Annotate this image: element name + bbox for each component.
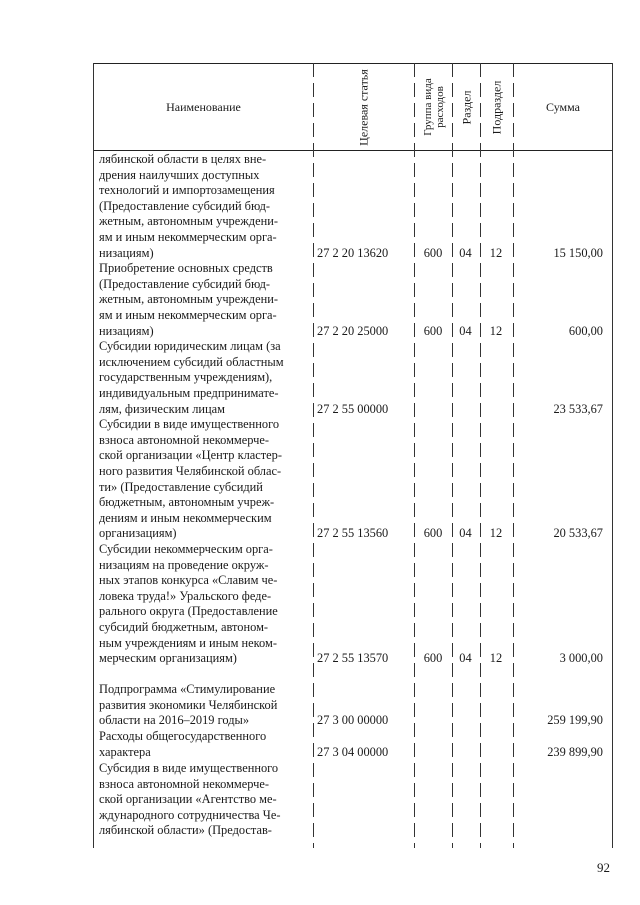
row-name-line: Субсидии юридическим лицам (за	[99, 339, 281, 354]
row-name-line: области на 2016–2019 годы»	[99, 713, 250, 728]
table-header-divider	[93, 150, 613, 151]
row-sum: 15 150,00	[553, 245, 603, 260]
row-group: 600	[423, 526, 443, 541]
row-name	[99, 339, 309, 417]
row-name-line: ным учреждениям и иным неком-	[99, 635, 277, 650]
row-name-line: характера	[99, 744, 151, 759]
row-name-line: организациям)	[99, 526, 177, 541]
row-subsection: 12	[489, 651, 503, 666]
row-name	[99, 261, 309, 339]
row-name-line: Субсидии в виде имущественного	[99, 417, 280, 432]
row-group: 600	[423, 245, 443, 260]
row-name-line: Подпрограмма «Стимулирование	[99, 682, 276, 696]
header-name-label: Наименование	[166, 99, 241, 114]
row-name-line: Субсидии некоммерческим орга-	[99, 542, 273, 556]
row-sum: 600,00	[568, 323, 603, 338]
row-subsection: 12	[489, 323, 503, 338]
header-subsection	[481, 64, 513, 150]
header-subsection-label: Подраздел	[489, 80, 504, 134]
header-group-label: Группа вида расходов	[421, 78, 446, 136]
row-sum: 23 533,67	[553, 401, 603, 416]
row-name-line: дрения наилучших доступных	[99, 167, 260, 182]
header-group	[415, 64, 452, 150]
row-code: 27 2 55 13560	[317, 526, 389, 541]
row-sum: 239 899,90	[547, 744, 603, 759]
row-group: 600	[423, 651, 443, 666]
column-divider	[452, 63, 453, 848]
column-divider	[414, 63, 415, 848]
row-name-line: Расходы общегосударственного	[99, 729, 267, 743]
row-subsection: 12	[489, 526, 503, 541]
header-target-label: Целевая статья	[356, 68, 371, 146]
row-code: 27 2 20 25000	[317, 323, 389, 338]
header-section	[453, 64, 480, 150]
page-number: 92	[597, 860, 610, 875]
row-name	[99, 542, 309, 667]
row-section: 04	[459, 245, 472, 260]
row-name-line: лябинской области» (Предостав-	[99, 823, 272, 838]
row-name-line: дениям и иным некоммерческим	[99, 510, 272, 525]
row-name-line: Субсидия в виде имущественного	[99, 761, 279, 775]
row-name-line: бюджетным, автономным учреж-	[99, 495, 275, 510]
row-name-line: мерческим организациям)	[99, 651, 237, 666]
header-target	[314, 64, 414, 150]
row-name	[99, 761, 309, 839]
row-name-line: развития экономики Челябинской	[99, 697, 278, 712]
row-name-line: взноса автономной некоммерче-	[99, 776, 270, 791]
row-code: 27 2 55 00000	[317, 401, 389, 416]
row-sum: 3 000,00	[559, 651, 603, 666]
row-name-line: лябинской области в целях вне-	[99, 152, 267, 166]
row-name-line: ской организации «Агентство ме-	[99, 792, 277, 807]
row-subsection: 12	[489, 245, 503, 260]
row-section: 04	[459, 651, 472, 666]
row-section: 04	[459, 323, 472, 338]
row-name-line: ловека труда!» Уральского феде-	[99, 588, 272, 603]
row-sum: 259 199,90	[547, 713, 603, 728]
header-sum-label: Сумма	[546, 99, 580, 114]
row-code: 27 2 55 13570	[317, 651, 389, 666]
row-name-line: ти» (Предоставление субсидий	[99, 479, 263, 494]
row-name-line: рального округа (Предоставление	[99, 604, 278, 619]
row-name-line: ям и иным некоммерческим орга-	[99, 229, 277, 244]
row-name-line: государственным учреждениям),	[99, 370, 273, 385]
column-divider	[313, 63, 314, 848]
column-divider	[513, 63, 514, 848]
row-code: 27 2 20 13620	[317, 245, 389, 260]
row-name	[99, 152, 309, 261]
table-left-border	[93, 63, 94, 848]
row-section: 04	[459, 526, 472, 541]
header-sum	[514, 64, 612, 150]
header-name	[94, 64, 313, 150]
row-name-line: ного развития Челябинской облас-	[99, 463, 282, 478]
row-name-line: ждународного сотрудничества Че-	[99, 807, 281, 822]
row-name-line: взноса автономной некоммерче-	[99, 432, 270, 447]
row-name-line: лям, физическим лицам	[99, 401, 226, 416]
row-name-line: жетным, автономным учреждени-	[99, 292, 278, 307]
row-name-line: ской организации «Центр кластер-	[99, 448, 283, 463]
row-code: 27 3 04 00000	[317, 744, 389, 759]
row-name	[99, 729, 309, 760]
header-section-label: Раздел	[459, 90, 474, 124]
row-name-line: низациям)	[99, 245, 154, 260]
row-name-line: низациям на проведение окруж-	[99, 557, 269, 572]
row-name-line: технологий и импортозамещения	[99, 183, 275, 198]
row-name	[99, 682, 309, 729]
row-name-line: (Предоставление субсидий бюд-	[99, 198, 271, 213]
row-name-line: индивидуальным предпринимате-	[99, 385, 279, 400]
row-name-line: (Предоставление субсидий бюд-	[99, 276, 271, 291]
row-name	[99, 417, 309, 542]
row-name-line: исключением субсидий областным	[99, 354, 284, 369]
row-name-line: Приобретение основных средств	[99, 261, 273, 276]
table-right-border	[612, 63, 613, 848]
row-sum: 20 533,67	[553, 526, 603, 541]
row-name-line: жетным, автономным учреждени-	[99, 214, 278, 229]
row-group: 600	[423, 323, 443, 338]
row-code: 27 3 00 00000	[317, 713, 389, 728]
row-name-line: ных этапов конкурса «Славим че-	[99, 573, 278, 588]
row-name-line: низациям)	[99, 323, 154, 338]
row-name-line: ям и иным некоммерческим орга-	[99, 307, 277, 322]
column-divider	[480, 63, 481, 848]
row-name-line: субсидий бюджетным, автоном-	[99, 619, 269, 634]
